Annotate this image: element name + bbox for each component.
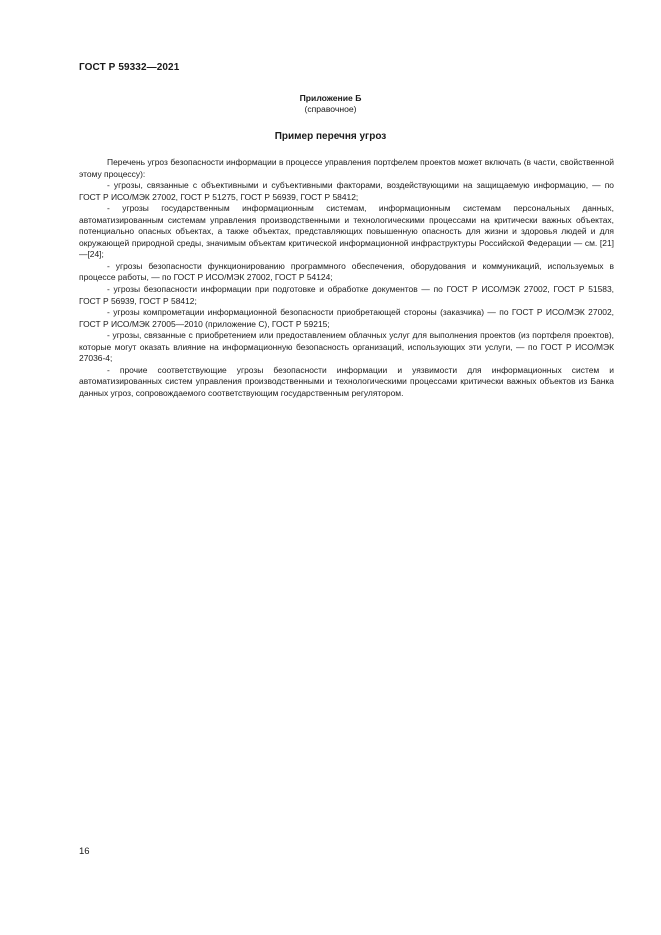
annex-kind: (справочное): [304, 104, 357, 114]
body-text: [79, 157, 614, 399]
list-item: - угрозы безопасности информации при подготовке и обработке документов — по ГОСТ Р ИСО/МЭК 27002, ГОСТ Р 51583, ГОСТ Р 56939, ГОСТ Р 58412;: [79, 284, 614, 306]
document-header-standard-id: ГОСТ Р 59332—2021: [79, 62, 180, 73]
list-item: - угрозы компрометации информационной безопасности приобретающей стороны (заказчика) — по ГОСТ Р ИСО/МЭК 27002, ГОСТ Р ИСО/МЭК 27005—2010 (приложение С), ГОСТ Р 59215;: [79, 307, 614, 329]
list-item: - угрозы, связанные с объективными и субъективными факторами, воздействующими на защищаемую информацию, — по ГОСТ Р ИСО/МЭК 27002, ГОСТ Р 51275, ГОСТ Р 56939, ГОСТ Р 58412;: [79, 180, 614, 202]
list-item: - угрозы, связанные с приобретением или предоставлением облачных услуг для выполнения проектов (из портфеля проектов), которые могут оказать влияние на информационную безопасность организаций, использующих эти услуги, — по ГОСТ Р ИСО/МЭК 27036-4;: [79, 330, 614, 364]
annex-title: Приложение Б: [299, 93, 362, 103]
section-title: Пример перечня угроз: [274, 131, 387, 142]
page-number: 16: [79, 846, 90, 857]
list-item: - прочие соответствующие угрозы безопасности информации и уязвимости для информационных систем и автоматизированных систем управления производственными и технологическими процессами критически важных объектов из Банка данных угроз, сопровождаемого соответствующим государственным регулятором.: [79, 364, 614, 398]
paragraph-intro: Перечень угроз безопасности информации в процессе управления портфелем проектов может включать (в части, свойственной этому процессу):: [79, 157, 614, 179]
list-item: - угрозы государственным информационным системам, информационным системам персональных данных, автоматизированным системам управления производственными и технологическими процессами на критически важных объектах, потенциально опасных объектах, а также объектах, представляющих повышенную опасность для жизни и здоровья людей и для окружающей природной среды, значимым объектам критической информационной инфраструктуры Российской Федерации — см. [21]—[24];: [79, 203, 614, 260]
list-item: - угрозы безопасности функционированию программного обеспечения, оборудования и коммуникаций, используемых в процессе работы, — по ГОСТ Р ИСО/МЭК 27002, ГОСТ Р 54124;: [79, 260, 614, 283]
annex-heading: [0, 93, 661, 115]
